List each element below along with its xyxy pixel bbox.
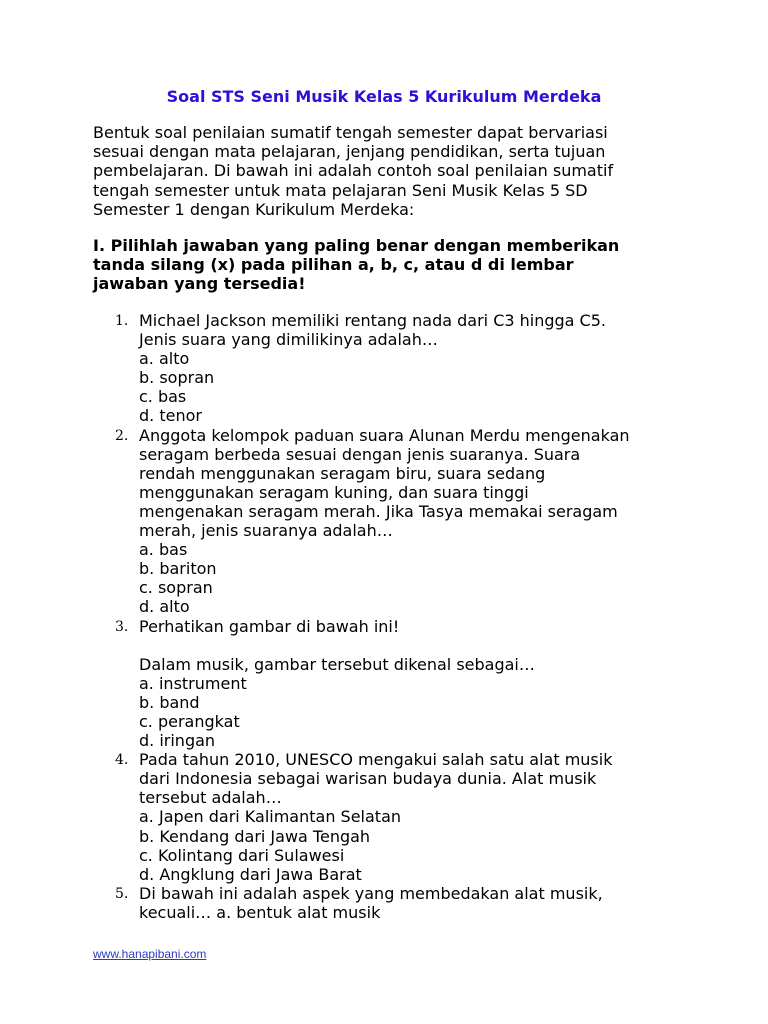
question-item <box>93 617 693 751</box>
answer-option: c. perangkat <box>139 711 240 731</box>
answer-option: c. Kolintang dari Sulawesi <box>139 845 345 865</box>
question-text: Dalam musik, gambar tersebut dikenal sebagai… <box>139 654 535 674</box>
instruction-heading <box>93 236 693 294</box>
question-text: kecuali… a. bentuk alat musik <box>139 902 381 922</box>
intro-line: sesuai dengan mata pelajaran, jenjang pendidikan, serta tujuan <box>93 142 606 162</box>
question-text: dari Indonesia sebagai warisan budaya dunia. Alat musik <box>139 769 597 789</box>
question-list <box>93 311 693 922</box>
question-text: Michael Jackson memiliki rentang nada dari C3 hingga C5. <box>139 311 606 330</box>
question-number: 2. <box>115 427 129 444</box>
answer-option: d. Angklung dari Jawa Barat <box>139 864 362 884</box>
answer-option: c. sopran <box>139 578 213 598</box>
question-item <box>93 750 693 884</box>
question-item <box>93 311 693 426</box>
question-text: merah, jenis suaranya adalah… <box>139 521 393 541</box>
document-title: Soal STS Seni Musik Kelas 5 Kurikulum Merdeka <box>166 87 602 106</box>
intro-line: Bentuk soal penilaian sumatif tengah semester dapat bervariasi <box>93 123 608 142</box>
question-number: 5. <box>115 885 129 902</box>
question-text: Di bawah ini adalah aspek yang membedakan alat musik, <box>139 883 603 903</box>
answer-option: a. bas <box>139 540 188 560</box>
answer-option: b. band <box>139 692 200 712</box>
question-number: 4. <box>115 752 129 769</box>
intro-line: Semester 1 dengan Kurikulum Merdeka: <box>93 199 415 219</box>
question-number: 3. <box>115 618 129 635</box>
question-text: menggunakan seragam kuning, dan suara tinggi <box>139 482 529 502</box>
question-text: tersebut adalah… <box>139 788 282 808</box>
question-text: mengenakan seragam merah. Jika Tasya memakai seragam <box>139 501 618 521</box>
answer-option: b. sopran <box>139 368 215 388</box>
question-text: Perhatikan gambar di bawah ini! <box>139 616 400 636</box>
answer-option: b. bariton <box>139 559 217 579</box>
question-item <box>93 884 693 922</box>
intro-paragraph <box>93 123 693 219</box>
instruction-line: I. Pilihlah jawaban yang paling benar dengan memberikan <box>93 236 620 255</box>
question-item <box>93 426 693 617</box>
instruction-line: jawaban yang tersedia! <box>93 274 306 294</box>
footer-link[interactable]: www.hanapibani.com <box>93 947 207 961</box>
answer-option: a. Japen dari Kalimantan Selatan <box>139 807 402 827</box>
question-text: Anggota kelompok paduan suara Alunan Merdu mengenakan <box>139 425 630 445</box>
question-text: rendah menggunakan seragam biru, suara sedang <box>139 463 546 483</box>
intro-line: pembelajaran. Di bawah ini adalah contoh soal penilaian sumatif <box>93 161 614 181</box>
answer-option: c. bas <box>139 387 187 407</box>
answer-option: b. Kendang dari Jawa Tengah <box>139 826 371 846</box>
answer-option: d. iringan <box>139 731 216 751</box>
answer-option: d. alto <box>139 597 190 617</box>
blank-line <box>139 636 693 655</box>
answer-option: a. alto <box>139 349 190 369</box>
question-number: 1. <box>115 313 129 329</box>
question-text: seragam berbeda sesuai dengan jenis suaranya. Suara <box>139 444 581 464</box>
intro-line: tengah semester untuk mata pelajaran Seni Musik Kelas 5 SD <box>93 180 588 200</box>
question-text: Jenis suara yang dimilikinya adalah… <box>139 330 438 350</box>
instruction-line: tanda silang (x) pada pilihan a, b, c, atau d di lembar <box>93 255 574 275</box>
question-text: Pada tahun 2010, UNESCO mengakui salah satu alat musik <box>139 750 613 770</box>
answer-option: a. instrument <box>139 673 247 693</box>
answer-option: d. tenor <box>139 406 202 426</box>
